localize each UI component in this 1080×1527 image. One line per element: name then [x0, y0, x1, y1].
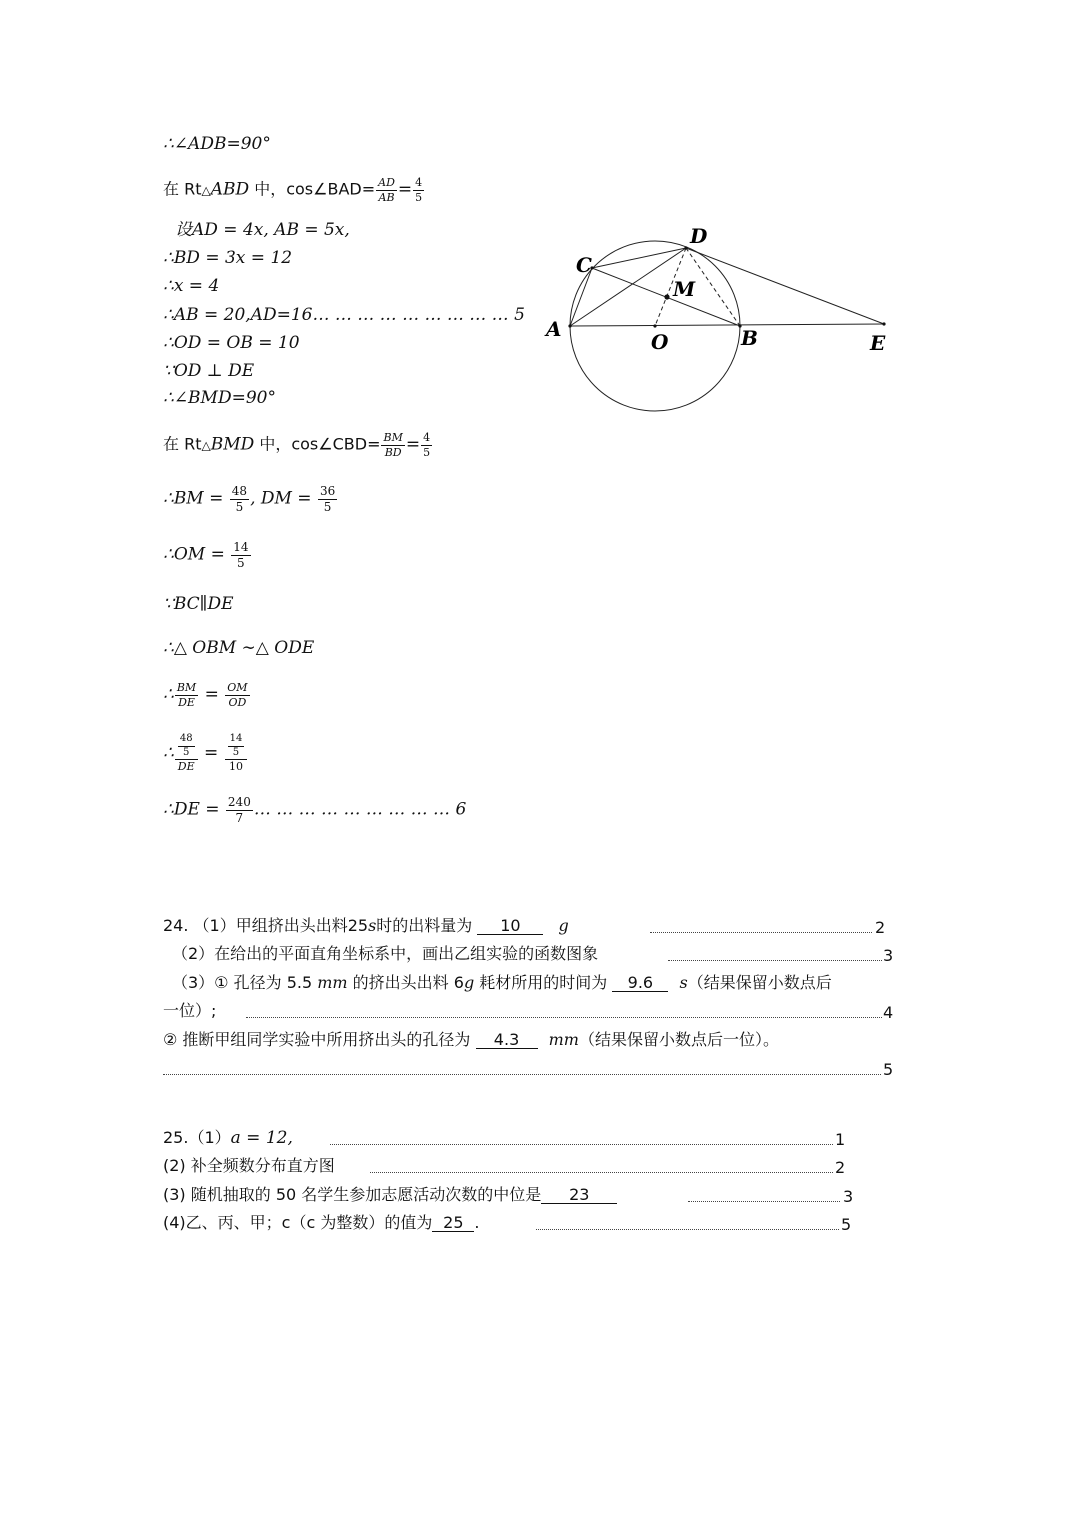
proof-line-ratio — [163, 682, 251, 708]
proof-line-ratio-values — [163, 734, 248, 773]
triangle-name: BMD — [210, 434, 255, 455]
q24-line-5 — [163, 1032, 779, 1049]
proof-line-angle-adb: ∴∠ADB=90° — [163, 134, 271, 154]
proof-line-set-ad: 设AD = 4x, AB = 5x, — [175, 220, 350, 240]
text-om: ∴OM = — [163, 544, 231, 565]
point-e — [882, 322, 885, 325]
proof-line-od-ob: ∴OD = OB = 10 — [163, 333, 300, 353]
equals-sign: = — [199, 684, 225, 705]
unit-s: s — [679, 973, 688, 992]
text-zai-rt: 在 Rt — [163, 434, 202, 454]
label-c: C — [576, 253, 592, 277]
point-a — [568, 324, 571, 327]
equals-sign: = — [405, 434, 421, 455]
text-cos: 中，cos∠CBD= — [254, 434, 381, 454]
fraction-36-5: $\frac{36}{5}$ — [319, 484, 336, 514]
point-m — [664, 294, 669, 299]
proof-line-x: ∴x = 4 — [163, 276, 220, 296]
label-d: D — [690, 224, 708, 248]
q25-part3-text: (3) 随机抽取的 50 名学生参加志愿活动次数的中位是 — [163, 1185, 542, 1204]
fraction-bm-de: $\frac{BM}{DE}$ — [176, 681, 197, 709]
fraction-14-5: $\frac{14}{5}$ — [233, 540, 249, 570]
proof-line-om — [163, 541, 252, 569]
text-zai-rt: 在 Rt — [163, 179, 202, 199]
fraction-240-7: $\frac{240}{7}$ — [227, 795, 251, 825]
proof-line-bd: ∴BD = 3x = 12 — [163, 248, 293, 268]
proof-line-cos-bad — [163, 177, 425, 203]
q25-answer-a: a = 12, — [230, 1128, 293, 1148]
text-bm: ∴BM = — [163, 488, 229, 509]
fraction-4-5: $\frac{4}{5}$ — [423, 431, 431, 459]
score-3: 3 — [843, 1187, 854, 1206]
text-dm: , DM = — [250, 488, 317, 509]
fraction-48-5-over-de: $\frac{\frac{48}{5}}{DE}$ — [175, 734, 198, 773]
q24-part3-text-2: 的挤出头出料 6 — [347, 973, 464, 992]
score-dots-6: … … … … … … … … … 6 — [253, 799, 467, 820]
score-dots — [536, 1229, 839, 1230]
q25-part1-text: 25.（1） — [163, 1128, 231, 1147]
q25-line-4 — [163, 1215, 479, 1232]
answer-blank-23: 23 — [541, 1187, 617, 1204]
fraction-14-5-over-10: $\frac{\frac{14}{5}}{10}$ — [225, 734, 248, 773]
fraction-ad-ab: $\frac{AD}{AB}$ — [378, 176, 395, 204]
proof-line-de-result — [163, 796, 466, 824]
unit-mm: mm — [548, 1030, 579, 1049]
score-3: 3 — [883, 946, 894, 965]
q25-line-3 — [163, 1187, 617, 1204]
label-m: M — [673, 277, 696, 301]
proof-line-angle-bmd: ∴∠BMD=90° — [163, 388, 276, 408]
proof-line-similar-triangles: ∴△ OBM ∼△ ODE — [163, 638, 315, 658]
proof-line-bm-dm — [163, 485, 338, 513]
score-4: 4 — [883, 1003, 894, 1022]
label-a: A — [546, 317, 562, 341]
answer-blank-10: 10 — [477, 918, 543, 935]
score-dots — [688, 1201, 840, 1202]
score-dots — [163, 1074, 881, 1075]
label-b: B — [741, 326, 758, 350]
equals-sign: = — [397, 179, 413, 200]
triangle-symbol: △ — [201, 438, 211, 453]
score-dots — [330, 1144, 833, 1145]
score-dots — [370, 1172, 833, 1173]
q24-part1-text-2: 时的出料量为 — [376, 916, 478, 935]
unit-g: g — [463, 973, 475, 992]
q24-part3-2-text: ② 推断甲组同学实验中所用挤出头的孔径为 — [163, 1030, 476, 1049]
score-dots — [668, 960, 882, 961]
q25-line-1 — [163, 1130, 293, 1147]
point-o — [653, 324, 656, 327]
fraction-4-5: $\frac{4}{5}$ — [415, 176, 423, 204]
answer-blank-25: 25 — [432, 1215, 474, 1232]
q24-line-3 — [172, 975, 832, 992]
q24-part3-text-3: 耗材所用的时间为 — [474, 973, 613, 992]
label-o: O — [651, 330, 669, 354]
unit-s: s — [368, 916, 377, 935]
unit-mm: mm — [317, 973, 348, 992]
text-de: ∴DE = — [163, 799, 225, 820]
segment-de — [686, 248, 884, 324]
text-cos: 中，cos∠BAD= — [249, 179, 376, 199]
q24-part1-text: 24. （1）甲组挤出头出料25 — [163, 916, 369, 935]
fraction-48-5: $\frac{48}{5}$ — [231, 484, 248, 514]
answer-blank-9-6: 9.6 — [612, 975, 668, 992]
answer-blank-4-3: 4.3 — [476, 1032, 538, 1049]
q24-line-1 — [163, 918, 569, 935]
q24-part3-text-4: （结果保留小数点后 — [687, 973, 832, 992]
triangle-name: ABD — [210, 179, 250, 200]
q25-part4-text: (4)乙、丙、甲；c（c 为整数）的值为 — [163, 1213, 433, 1232]
proof-line-od-perp-de: ∵OD ⊥ DE — [163, 361, 255, 381]
fraction-om-od: $\frac{OM}{OD}$ — [227, 681, 248, 709]
score-dots — [650, 932, 872, 933]
score-2: 2 — [835, 1158, 846, 1177]
proof-line-bc-parallel-de: ∵BC∥DE — [163, 594, 234, 614]
q24-line-4: 一位）; — [163, 1001, 217, 1020]
score-5: 5 — [883, 1060, 894, 1079]
q25-line-2: (2) 补全频数分布直方图 — [163, 1156, 335, 1175]
proof-line-ab-ad: ∴AB = 20,AD=16… … … … … … … … … 5 — [163, 305, 525, 325]
label-e: E — [870, 331, 886, 355]
fraction-bm-bd: $\frac{BM}{BD}$ — [383, 431, 403, 459]
equals-sign: = — [198, 742, 224, 763]
score-2: 2 — [875, 918, 886, 937]
proof-line-cos-cbd — [163, 432, 433, 458]
q24-line-2: （2）在给出的平面直角坐标系中，画出乙组实验的函数图象 — [172, 944, 599, 963]
therefore-symbol: ∴ — [163, 742, 174, 763]
unit-g: g — [558, 916, 569, 935]
q24-part3-text: （3）① 孔径为 5.5 — [172, 973, 318, 992]
score-5: 5 — [841, 1215, 852, 1234]
score-1: 1 — [835, 1130, 846, 1149]
therefore-symbol: ∴ — [163, 684, 174, 705]
point-d — [684, 246, 687, 249]
geometry-figure — [540, 215, 910, 425]
q24-part3-2-text-2: （结果保留小数点后一位）。 — [578, 1030, 779, 1049]
period: . — [474, 1213, 480, 1232]
segment-ae — [570, 324, 884, 326]
triangle-symbol: △ — [201, 183, 211, 198]
score-dots — [246, 1017, 882, 1018]
